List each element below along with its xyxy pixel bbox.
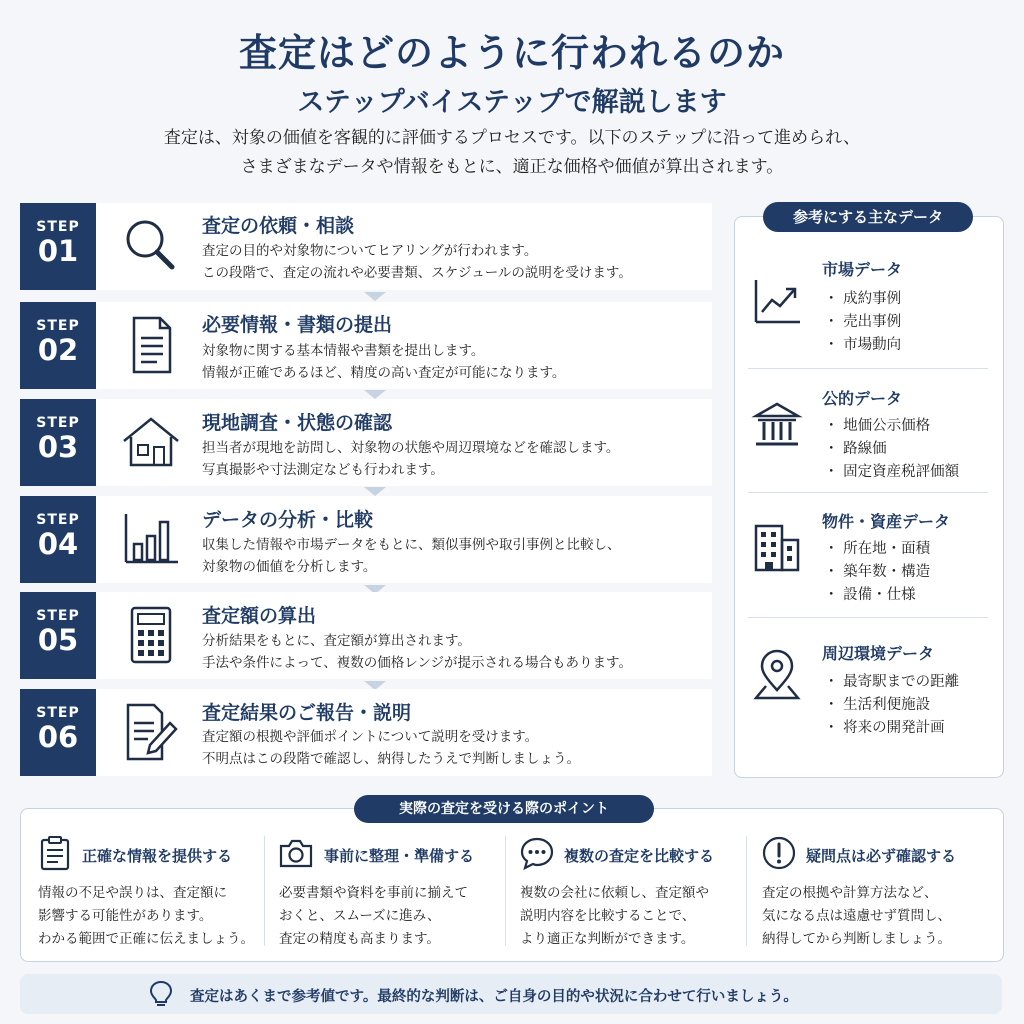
step-badge-05 bbox=[20, 592, 96, 679]
step-title-01: 査定の依頼・相談 bbox=[202, 215, 355, 237]
step-desc-line: この段階で、査定の流れや必要書類、スケジュールの説明を受けます。 bbox=[202, 265, 632, 281]
clipboard-icon bbox=[38, 836, 72, 870]
step-desc-line: 査定額の根拠や評価ポイントについて説明を受けます。 bbox=[202, 729, 539, 745]
flow-arrow bbox=[364, 390, 386, 399]
reference-item: ・ 路線価 bbox=[824, 441, 887, 457]
step-badge-01 bbox=[20, 203, 96, 290]
reference-divider bbox=[748, 617, 988, 618]
point-desc-line: 情報の不足や誤りは、査定額に bbox=[38, 885, 227, 901]
step-label: STEP bbox=[36, 219, 80, 235]
page-title: 査定はどのように行われるのか bbox=[238, 31, 785, 75]
step-number: 01 bbox=[37, 234, 79, 268]
reference-divider bbox=[748, 368, 988, 369]
footer-text: 査定はあくまで参考値です。最終的な判断は、ご自身の目的や状況に合わせて行いましょう。 bbox=[190, 989, 798, 1005]
step-title-04: データの分析・比較 bbox=[202, 509, 374, 531]
point-desc-line: 複数の会社に依頼し、査定額や bbox=[520, 885, 709, 901]
step-number: 04 bbox=[37, 527, 79, 561]
point-title-3: 複数の査定を比較する bbox=[564, 847, 715, 865]
step-number: 06 bbox=[37, 720, 79, 754]
point-title-1: 正確な情報を提供する bbox=[82, 847, 233, 865]
reference-item: ・ 築年数・構造 bbox=[824, 564, 931, 580]
calculator-icon bbox=[120, 604, 182, 666]
magnifier-icon bbox=[120, 215, 182, 277]
step-number: 05 bbox=[37, 623, 79, 657]
step-title-02: 必要情報・書類の提出 bbox=[202, 314, 393, 336]
office-building-icon bbox=[752, 522, 802, 572]
point-desc-3 bbox=[520, 882, 709, 951]
step-label: STEP bbox=[36, 608, 80, 624]
points-divider bbox=[746, 836, 747, 946]
point-desc-line: 納得してから判断しましょう。 bbox=[762, 931, 951, 947]
points-heading: 実際の査定を受ける際のポイント bbox=[354, 795, 654, 823]
points-divider bbox=[264, 836, 265, 946]
point-desc-line: 必要書類や資料を事前に揃えて bbox=[279, 885, 468, 901]
report-pen-icon bbox=[120, 701, 182, 763]
step-desc-line: 不明点はこの段階で確認し、納得したうえで判断しましょう。 bbox=[202, 751, 580, 767]
reference-title-market: 市場データ bbox=[822, 260, 903, 279]
chat-bubble-icon bbox=[520, 836, 554, 870]
reference-title-environment: 周辺環境データ bbox=[822, 644, 935, 663]
reference-title-property: 物件・資産データ bbox=[822, 512, 951, 531]
reference-item: ・ 成約事例 bbox=[824, 291, 902, 307]
step-desc-line: 情報が正確であるほど、精度の高い査定が可能になります。 bbox=[202, 365, 566, 381]
step-desc-02 bbox=[202, 340, 565, 384]
step-label: STEP bbox=[36, 415, 80, 431]
step-label: STEP bbox=[36, 512, 80, 528]
point-title-4: 疑問点は必ず確認する bbox=[806, 847, 957, 865]
point-desc-line: わかる範囲で正確に伝えましょう。 bbox=[38, 931, 254, 947]
reference-item: ・ 固定資産税評価額 bbox=[824, 464, 960, 480]
step-desc-05 bbox=[202, 630, 632, 674]
step-desc-line: 査定の目的や対象物についてヒアリングが行われます。 bbox=[202, 243, 538, 259]
reference-item: ・ 生活利便施設 bbox=[824, 697, 931, 713]
step-badge-03 bbox=[20, 399, 96, 486]
step-label: STEP bbox=[36, 705, 80, 721]
step-desc-04 bbox=[202, 534, 621, 578]
reference-divider bbox=[748, 492, 988, 493]
house-icon bbox=[120, 411, 182, 473]
step-badge-06 bbox=[20, 689, 96, 776]
point-desc-line: 影響する可能性があります。 bbox=[38, 908, 213, 924]
point-desc-line: おくと、スムーズに進み、 bbox=[279, 908, 441, 924]
step-desc-01 bbox=[202, 240, 632, 284]
point-title-2: 事前に整理・準備する bbox=[324, 847, 475, 865]
intro-line-2: さまざまなデータや情報をもとに、適正な価格や価値が算出されます。 bbox=[240, 157, 784, 177]
reference-heading: 参考にする主なデータ bbox=[763, 202, 973, 232]
reference-item: ・ 設備・仕様 bbox=[824, 587, 916, 603]
flow-arrow bbox=[364, 292, 386, 301]
reference-item: ・ 売出事例 bbox=[824, 314, 902, 330]
exclamation-icon bbox=[762, 836, 796, 870]
step-title-03: 現地調査・状態の確認 bbox=[202, 412, 393, 434]
point-desc-line: 査定の精度も高まります。 bbox=[279, 931, 440, 947]
public-building-icon bbox=[752, 400, 802, 450]
point-desc-2 bbox=[279, 882, 468, 951]
point-desc-line: 説明内容を比較することで、 bbox=[520, 908, 696, 924]
point-desc-1 bbox=[38, 882, 254, 951]
intro-text bbox=[40, 124, 984, 182]
step-desc-line: 分析結果をもとに、査定額が算出されます。 bbox=[202, 633, 471, 649]
location-pin-icon bbox=[752, 650, 802, 700]
points-divider bbox=[505, 836, 506, 946]
step-title-05: 査定額の算出 bbox=[202, 605, 317, 627]
intro-line-1: 査定は、対象の価値を客観的に評価するプロセスです。以下のステップに沿って進められ、 bbox=[163, 128, 861, 148]
point-desc-line: より適正な判断ができます。 bbox=[520, 931, 695, 947]
reference-item: ・ 将来の開発計画 bbox=[824, 720, 945, 736]
step-number: 02 bbox=[37, 333, 79, 367]
step-label: STEP bbox=[36, 318, 80, 334]
page-subtitle: ステップバイステップで解説します bbox=[297, 87, 727, 118]
step-desc-line: 手法や条件によって、複数の価格レンジが提示される場合もあります。 bbox=[202, 655, 632, 671]
lightbulb-icon bbox=[148, 980, 174, 1008]
step-title-06: 査定結果のご報告・説明 bbox=[202, 702, 412, 724]
reference-item: ・ 地価公示価格 bbox=[824, 418, 931, 434]
step-desc-line: 写真撮影や寸法測定なども行われます。 bbox=[202, 462, 444, 478]
point-desc-4 bbox=[762, 882, 951, 951]
step-desc-line: 対象物の価値を分析します。 bbox=[202, 559, 377, 575]
point-desc-line: 気になる点は遠慮せず質問し、 bbox=[762, 908, 951, 924]
flow-arrow bbox=[364, 487, 386, 496]
step-desc-line: 対象物に関する基本情報や書類を提出します。 bbox=[202, 343, 485, 359]
reference-title-public: 公的データ bbox=[822, 389, 903, 408]
camera-icon bbox=[279, 836, 313, 870]
step-desc-line: 担当者が現地を訪問し、対象物の状態や周辺環境などを確認します。 bbox=[202, 440, 620, 456]
step-desc-06 bbox=[202, 726, 580, 770]
document-icon bbox=[120, 314, 182, 376]
reference-item: ・ 市場動向 bbox=[824, 337, 902, 353]
step-badge-04 bbox=[20, 496, 96, 583]
step-desc-03 bbox=[202, 437, 619, 481]
reference-item: ・ 最寄駅までの距離 bbox=[824, 674, 960, 690]
step-number: 03 bbox=[37, 430, 79, 464]
reference-item: ・ 所在地・面積 bbox=[824, 541, 931, 557]
trend-chart-icon bbox=[752, 276, 802, 326]
step-desc-line: 収集した情報や市場データをもとに、類似事例や取引事例と比較し、 bbox=[202, 537, 621, 553]
bar-chart-icon bbox=[120, 508, 182, 570]
point-desc-line: 査定の根拠や計算方法など、 bbox=[762, 885, 938, 901]
step-badge-02 bbox=[20, 302, 96, 389]
